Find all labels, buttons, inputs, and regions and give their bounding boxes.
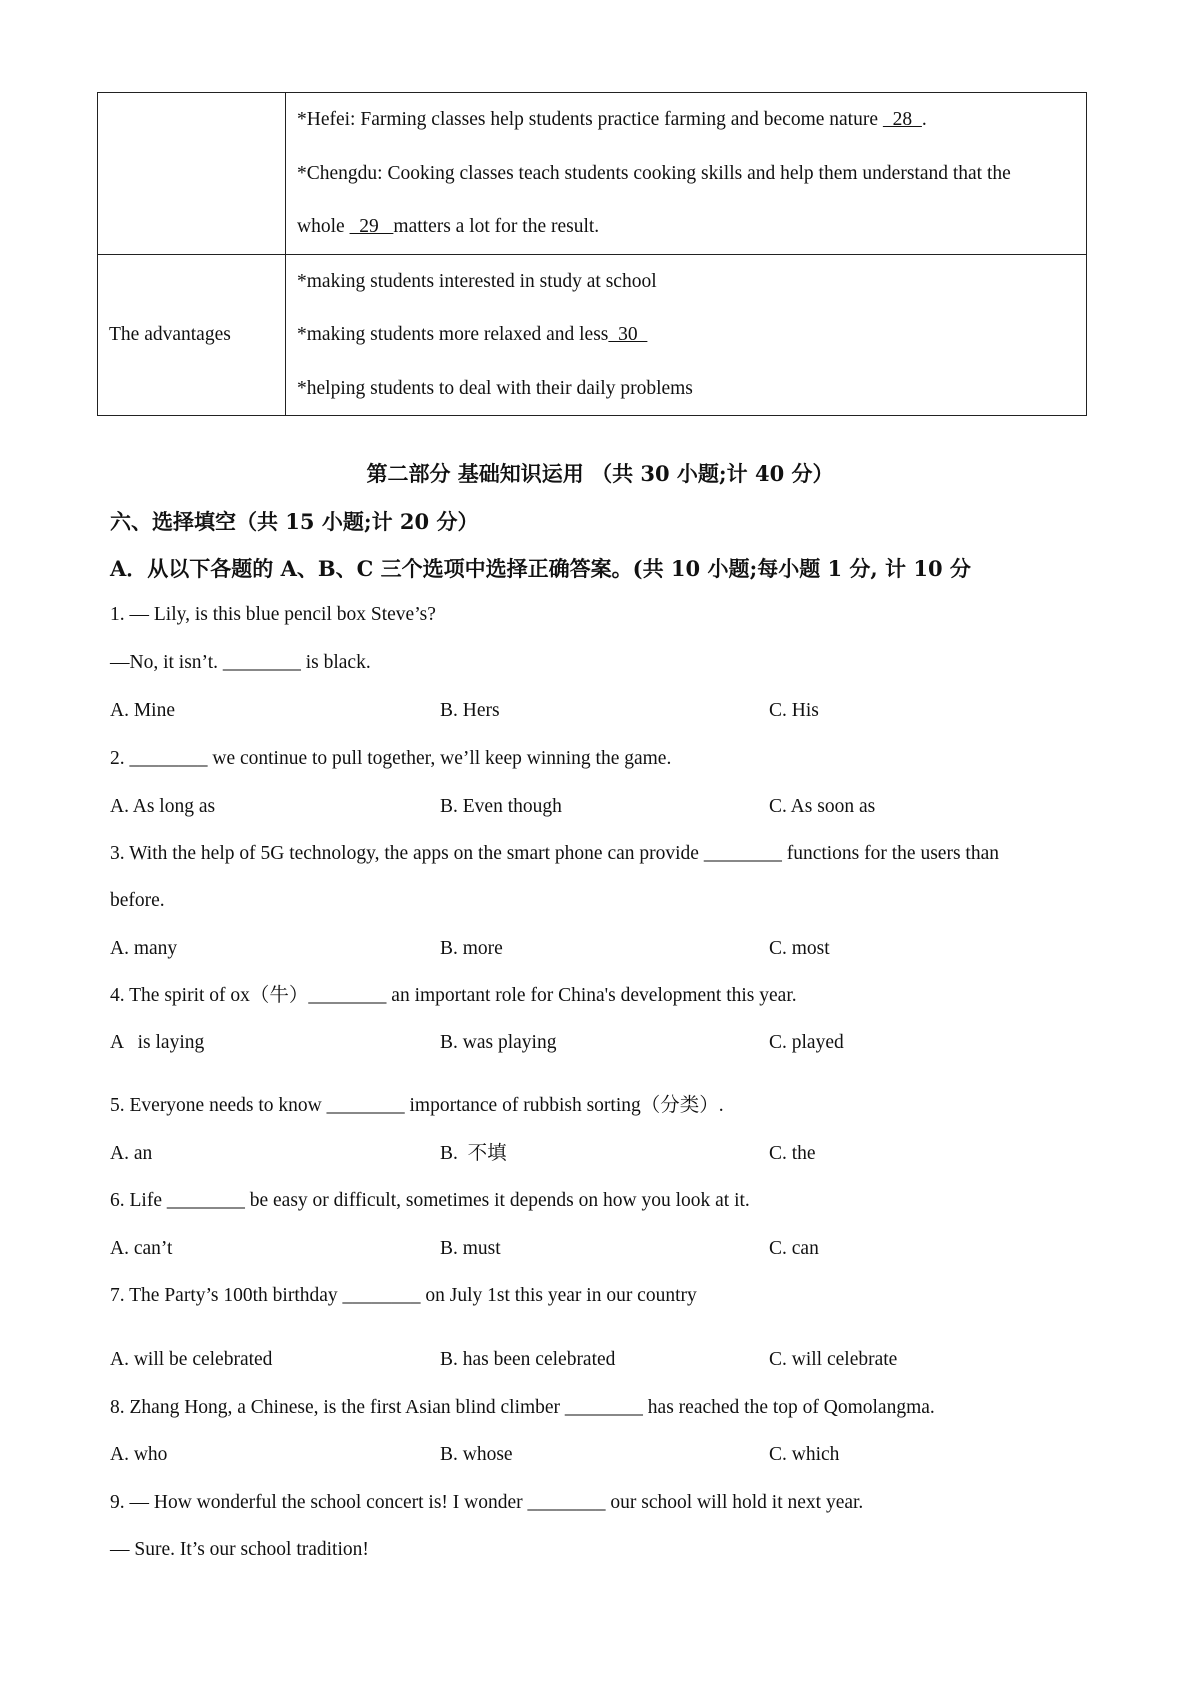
question-3-stem-cont: before. [110,890,165,911]
part-title: 第二部分 基础知识运用 （共 30 小题;计 40 分） [366,461,834,486]
table-line: *Hefei: Farming classes help students practice farming and become nature 28 . [297,109,927,130]
question-5-stem: 5. Everyone needs to know ________ importance of rubbish sorting（分类）. [110,1095,724,1116]
question-1-option-b: B. Hers [440,700,500,721]
question-2-option-a: A. As long as [110,796,216,817]
blank-30: 30 [608,324,648,345]
blank-29: 29 [349,216,394,237]
table-line: whole 29 matters a lot for the result. [297,216,600,237]
question-6-option-b: B. must [440,1238,501,1259]
question-2-stem: 2. ________ we continue to pull together, we’ll keep winning the game. [110,748,672,769]
table-line: *making students interested in study at school [297,270,657,292]
question-5-option-c: C. the [769,1143,816,1164]
table-label-cell: The advantages [98,254,286,416]
question-3-stem: 3. With the help of 5G technology, the apps on the smart phone can provide ________ functions for the users than [110,843,999,864]
question-8-option-b: B. whose [440,1444,513,1465]
question-7-option-b: B. has been celebrated [440,1349,616,1370]
question-3-option-c: C. most [769,938,830,959]
question-9-reply: — Sure. It’s our school tradition! [110,1539,369,1560]
question-5-option-b: B. 不填 [440,1143,507,1164]
question-4-option-c: C. played [769,1032,844,1053]
question-7-option-c: C. will celebrate [769,1349,898,1370]
question-3-option-a: A. many [110,938,178,959]
question-1-option-c: C. His [769,700,819,721]
question-1-reply: —No, it isn’t. ________ is black. [110,652,371,673]
question-6-option-c: C. can [769,1238,819,1259]
table-line: *Chengdu: Cooking classes teach students cooking skills and help them understand that the [297,162,1011,184]
table-content-cell [286,93,1087,255]
question-6-stem: 6. Life ________ be easy or difficult, sometimes it depends on how you look at it. [110,1190,750,1211]
section-title: 六、选择填空（共 15 小题;计 20 分） [110,509,479,534]
question-7-option-a: A. will be celebrated [110,1349,273,1370]
question-4-option-b: B. was playing [440,1032,557,1053]
table-line: *helping students to deal with their daily problems [297,377,693,399]
table-row [98,93,1087,255]
question-1-stem: 1. — Lily, is this blue pencil box Steve’s? [110,604,436,625]
question-9-stem: 9. — How wonderful the school concert is! I wonder ________ our school will hold it next year. [110,1492,864,1513]
blank-28: 28 [882,109,922,130]
table-content-cell [286,254,1087,416]
subsection-title: A．从以下各题的 A、B、C 三个选项中选择正确答案。(共 10 小题;每小题 1 分, 计 10 分 [110,556,971,581]
summary-table [97,92,1087,416]
question-4-option-a: A is laying [110,1032,205,1053]
question-8-option-a: A. who [110,1444,168,1465]
question-8-stem: 8. Zhang Hong, a Chinese, is the first Asian blind climber ________ has reached the top of Qomolangma. [110,1397,935,1418]
question-2-option-b: B. Even though [440,796,562,817]
question-4-stem: 4. The spirit of ox（牛）________ an important role for China's development this year. [110,985,797,1006]
table-label-cell [98,93,286,255]
question-1-option-a: A. Mine [110,700,175,721]
question-7-stem: 7. The Party’s 100th birthday ________ on July 1st this year in our country [110,1285,697,1306]
question-8-option-c: C. which [769,1444,840,1465]
table-line: *making students more relaxed and less 30 [297,324,648,345]
question-2-option-c: C. As soon as [769,796,876,817]
table-row [98,254,1087,416]
question-6-option-a: A. can’t [110,1238,173,1259]
question-5-option-a: A. an [110,1143,153,1164]
question-3-option-b: B. more [440,938,503,959]
